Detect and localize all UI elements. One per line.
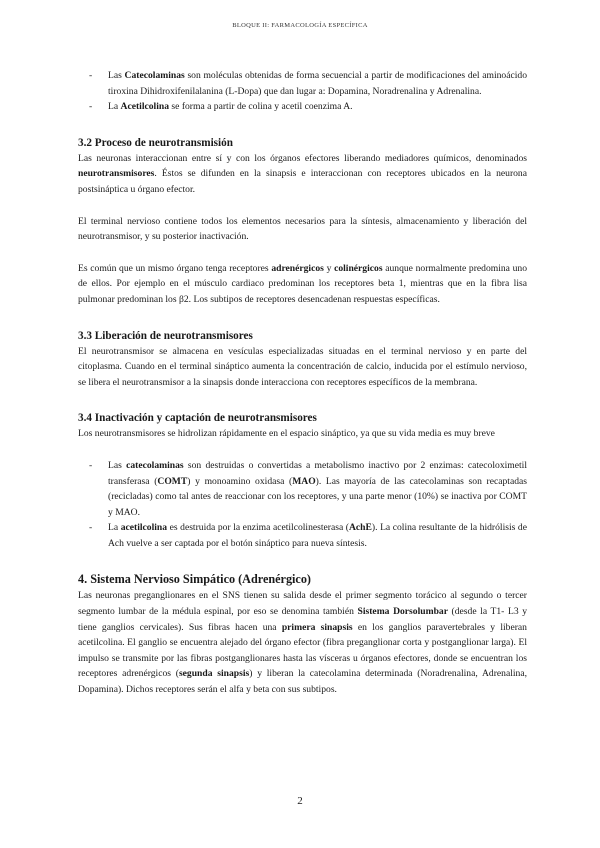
paragraph: Es común que un mismo órgano tenga receptores adrenérgicos y colinérgicos aunque normalmente predomina uno de ellos. Por ejemplo en el músculo cardiaco predominan los receptores beta 1, mientras que en la fibra lisa pulmonar predominan los β2. Los subtipos de receptores desencadenan respuestas específicas. — [78, 262, 527, 305]
bold-term: Sistema Dorsolumbar — [357, 606, 448, 618]
page-body — [78, 68, 527, 698]
paragraph: Las neuronas preganglionares en el SNS tienen su salida desde el primer segmento torácico al segundo o tercer segmento lumbar de la médula espinal, por eso se denomina también Sistema Dorsolumbar (desde la T1- L3 y tiene ganglios cervicales). Sus fibras hacen una primera sinapsis en los ganglios paravertebrales y liberan acetilcolina. El ganglio se encuentra alejado del órgano efector (fibra preganglionar corta y postganglionar larga). El impulso se transmite por las fibras postganglionares hasta las vísceras u órganos efectores, donde se encuentran los receptores adrenérgicos (segunda sinapsis) y liberan la catecolamina determinada (Noradrenalina, Adrenalina, Dopamina). Dichos receptores serán el alfa y beta con sus subtipos. — [78, 590, 527, 696]
bold-term: AchE — [349, 522, 372, 534]
section-heading-4: 4. Sistema Nervioso Simpático (Adrenérgico) — [78, 572, 311, 587]
bold-term: adrenérgicos — [271, 262, 324, 274]
bold-term: Catecolaminas — [124, 70, 185, 81]
paragraph: Los neurotransmisores se hidrolizan rápidamente en el espacio sináptico, ya que su vida media es muy breve — [78, 428, 495, 440]
bullet-text: La Acetilcolina se forma a partir de colina y acetil coenzima A. — [108, 101, 353, 113]
bullet-dash: - — [89, 70, 93, 81]
paragraph: El terminal nervioso contiene todos los elementos necesarios para la síntesis, almacenamiento y liberación del neurotransmisor, y su posterior inactivación. — [78, 215, 527, 243]
bullet-item — [78, 458, 527, 520]
bold-term: neurotransmisores — [78, 168, 155, 180]
bullet-item — [78, 99, 527, 115]
bullet-text: Las catecolaminas son destruidas o convertidas a metabolismo inactivo por 2 enzimas: catecoloximetil transferasa (COMT) y monoamino oxidasa (MAO). Las mayoría de las catecolaminas son recaptadas (recicladas) como tal antes de reaccionar con los receptores, y una parte menor (10%) se inactiva por COMT y MAO. — [108, 459, 527, 518]
bold-term: COMT — [157, 475, 188, 487]
bullet-dash: - — [89, 522, 93, 534]
bold-term: colinérgicos — [334, 262, 383, 274]
bold-term: MAO — [292, 475, 316, 487]
section-heading-3-4: 3.4 Inactivación y captación de neurotransmisores — [78, 412, 317, 425]
bullet-dash: - — [89, 101, 93, 113]
bold-term: primera sinapsis — [281, 621, 353, 633]
bold-term: segunda sinapsis — [178, 668, 250, 680]
bullet-text: La acetilcolina es destruida por la enzima acetilcolinesterasa (AchE). La colina resultante de la hidrólisis de Ach vuelve a ser captada por el botón sináptico para nueva síntesis. — [108, 522, 527, 549]
page-number: 2 — [297, 795, 303, 807]
bold-term: Acetilcolina — [120, 101, 170, 113]
bold-term: catecolaminas — [126, 459, 184, 471]
section-heading-3-3: 3.3 Liberación de neurotransmisores — [78, 329, 253, 342]
paragraph: Las neuronas interaccionan entre sí y con los órganos efectores liberando mediadores químicos, denominados neurotransmisores. Éstos se difunden en la sinapsis e interaccionan con receptores ubicados en la neurona postsináptica u órgano efector. — [78, 152, 527, 195]
bullet-text: Las Catecolaminas son moléculas obtenidas de forma secuencial a partir de modificaciones del aminoácido tiroxina Dihidroxifenilalanina (L-Dopa) que dan lugar a: Dopamina, Noradrenalina y Adrenalina. — [108, 70, 527, 97]
section-heading-3-2: 3.2 Proceso de neurotransmisión — [78, 136, 233, 149]
paragraph: El neurotransmisor se almacena en vesículas especializadas situadas en el terminal nervioso y en parte del citoplasma. Cuando en el terminal sináptico aumenta la concentración de calcio, inducida por el estímulo nervioso, se libera el neurotransmisor a la sinapsis donde interacciona con receptores específicos de la membrana. — [78, 345, 527, 388]
running-header: BLOQUE II: FARMACOLOGÍA ESPECÍFICA — [232, 22, 368, 29]
bullet-item — [78, 520, 527, 551]
bullet-dash: - — [89, 459, 93, 471]
bold-term: acetilcolina — [120, 522, 168, 534]
bullet-item — [78, 68, 527, 99]
